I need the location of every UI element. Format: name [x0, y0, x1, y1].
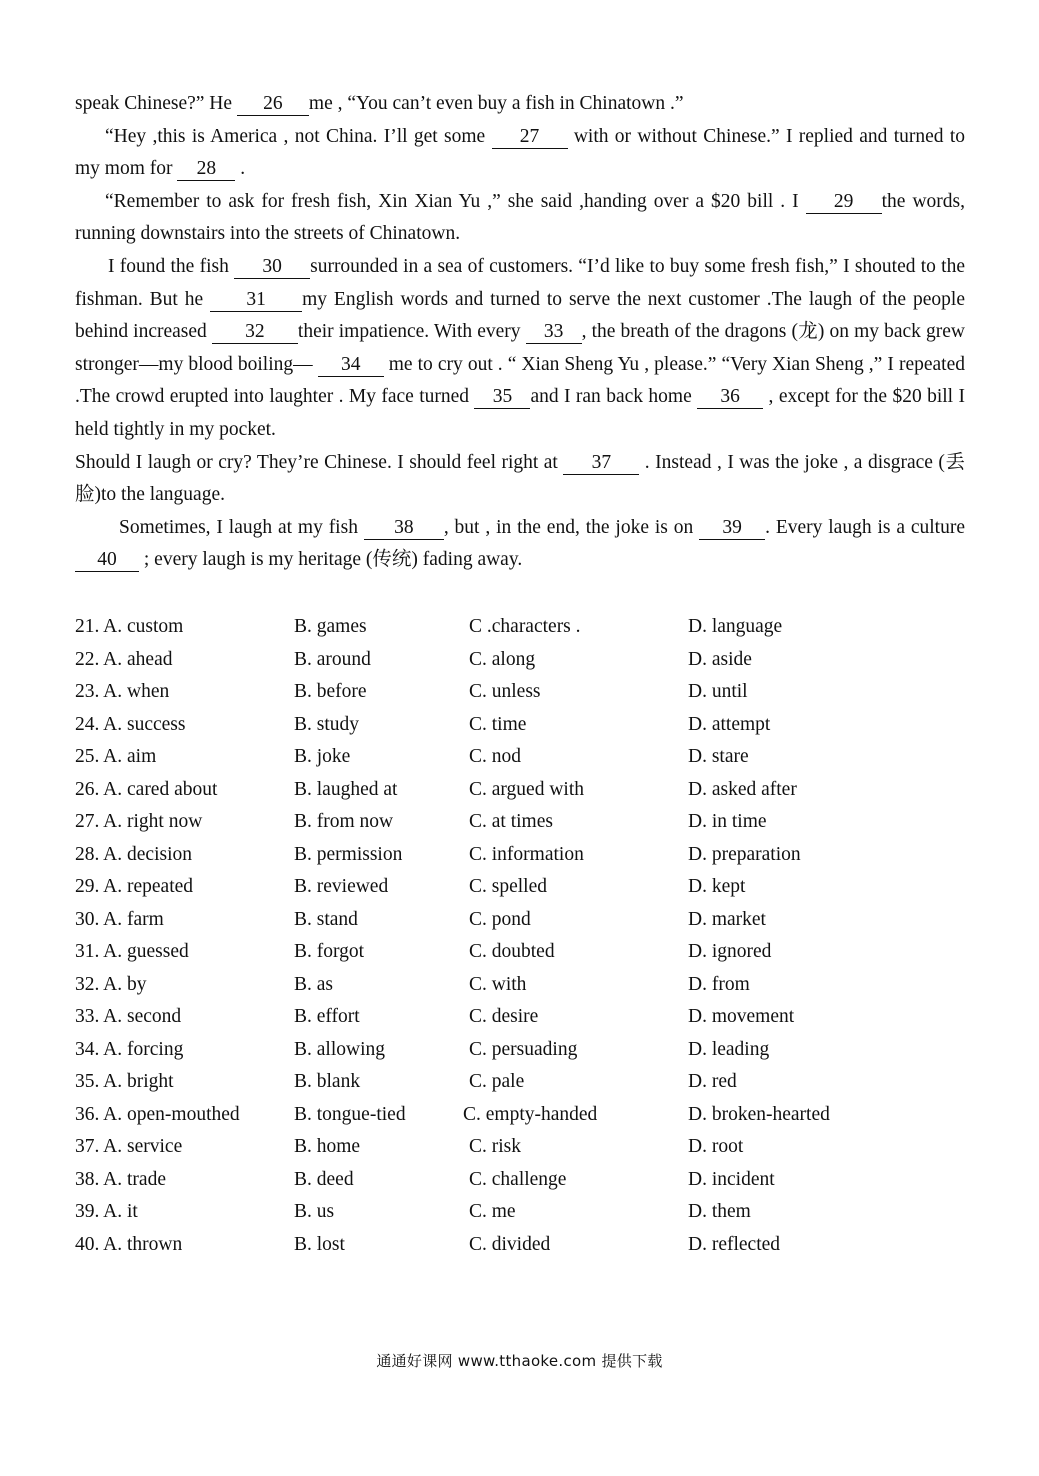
- option-d: D. asked after: [688, 778, 797, 800]
- passage-text: ; every laugh is my heritage (传统) fading away.: [139, 549, 523, 571]
- option-b: B. reviewed: [294, 876, 389, 897]
- option-row: [75, 1001, 975, 1034]
- blank-35: 35: [474, 386, 530, 409]
- passage-text: . Instead , I was the joke , a disgrace (丢脸)to the language.: [75, 451, 965, 506]
- passage-text: Should I laugh or cry? They’re Chinese. I should feel right at: [75, 451, 564, 473]
- option-c: C. doubted: [469, 941, 555, 962]
- option-b: B. permission: [294, 843, 403, 865]
- passage-text: , but , in the end, the joke is on: [443, 516, 700, 538]
- option-b: B. deed: [294, 1168, 354, 1190]
- question-option-a: 24. A. success: [75, 713, 186, 735]
- option-d: D. kept: [688, 876, 746, 897]
- option-b: B. from now: [294, 811, 394, 832]
- option-b: B. study: [294, 713, 360, 735]
- question-option-a: 27. A. right now: [75, 811, 203, 832]
- passage-text: their impatience. With every: [297, 321, 526, 343]
- question-option-a: 21. A. custom: [75, 616, 184, 637]
- passage-text: my English words and turned to serve the next customer .The laugh of the people behind increased: [75, 288, 965, 343]
- option-row: [75, 904, 975, 937]
- option-c: C. divided: [469, 1233, 551, 1255]
- option-d: D. ignored: [688, 941, 772, 962]
- option-b: B. us: [294, 1201, 335, 1222]
- option-d: D. broken-hearted: [688, 1103, 830, 1125]
- question-option-a: 40. A. thrown: [75, 1233, 183, 1255]
- option-b: B. games: [294, 616, 367, 637]
- option-c: C .characters .: [469, 616, 581, 637]
- option-b: B. around: [294, 648, 371, 670]
- option-row: [75, 969, 975, 1002]
- option-c: C. spelled: [469, 876, 547, 897]
- passage-text: me to cry out . “ Xian Sheng Yu , please.” “Very Xian Sheng ,” I repeated .The crowd erupted into laughter . My face turned: [75, 353, 965, 408]
- option-b: B. stand: [294, 908, 358, 930]
- option-d: D. language: [688, 616, 783, 637]
- passage-text: I found the fish: [108, 255, 235, 277]
- option-c: C. unless: [469, 681, 541, 702]
- option-d: D. from: [688, 973, 750, 995]
- blank-39: 39: [699, 517, 765, 540]
- passage-text: .: [235, 158, 246, 180]
- option-row: [75, 936, 975, 969]
- passage-text: Sometimes, I laugh at my fish: [119, 516, 364, 538]
- option-c: C. desire: [469, 1006, 539, 1027]
- option-row: [75, 1099, 975, 1132]
- blank-40: 40: [75, 549, 139, 572]
- option-c: C. challenge: [469, 1168, 567, 1190]
- option-row: [75, 806, 975, 839]
- option-d: D. reflected: [688, 1233, 781, 1255]
- option-c: C. time: [469, 713, 527, 735]
- blank-31: 31: [210, 289, 302, 312]
- option-b: B. home: [294, 1136, 361, 1157]
- option-row: [75, 741, 975, 774]
- option-b: B. before: [294, 681, 367, 702]
- question-option-a: 35. A. bright: [75, 1071, 174, 1092]
- option-row: [75, 1034, 975, 1067]
- option-row: [75, 839, 975, 872]
- option-c: C. at times: [469, 811, 553, 832]
- passage-paragraph-2: [75, 121, 965, 186]
- option-b: B. allowing: [294, 1038, 385, 1060]
- option-c: C. pond: [469, 908, 531, 930]
- blank-37: 37: [563, 452, 639, 475]
- option-d: D. incident: [688, 1168, 775, 1190]
- question-option-a: 22. A. ahead: [75, 648, 173, 670]
- passage-text: the words, running downstairs into the streets of Chinatown.: [75, 190, 965, 245]
- option-c: C. me: [469, 1201, 516, 1222]
- blank-28: 28: [177, 158, 235, 181]
- blank-29: 29: [806, 191, 882, 214]
- blank-34: 34: [318, 354, 384, 377]
- option-c: C. with: [469, 973, 527, 995]
- option-row: [75, 1164, 975, 1197]
- question-option-a: 32. A. by: [75, 973, 147, 995]
- blank-38: 38: [364, 517, 444, 540]
- option-d: D. them: [688, 1201, 751, 1222]
- option-d: D. leading: [688, 1038, 770, 1060]
- question-option-a: 30. A. farm: [75, 908, 164, 930]
- option-row: [75, 871, 975, 904]
- option-b: B. forgot: [294, 941, 365, 962]
- question-option-a: 28. A. decision: [75, 843, 192, 865]
- option-d: D. aside: [688, 648, 752, 670]
- passage-text: “Remember to ask for fresh fish, Xin Xian Yu ,” she said ,handing over a $20 bill . I: [105, 190, 806, 212]
- blank-36: 36: [697, 386, 763, 409]
- option-row: [75, 709, 975, 742]
- option-c: C. risk: [469, 1136, 522, 1157]
- option-c: C. argued with: [469, 778, 585, 800]
- option-c: C. empty-handed: [463, 1103, 598, 1125]
- passage-paragraph-4: [75, 251, 965, 447]
- question-option-a: 23. A. when: [75, 681, 170, 702]
- option-row: [75, 611, 975, 644]
- passage-text: . Every laugh is a culture: [765, 516, 965, 538]
- blank-32: 32: [212, 321, 298, 344]
- question-option-a: 33. A. second: [75, 1006, 182, 1027]
- question-option-a: 36. A. open-mouthed: [75, 1103, 240, 1125]
- question-option-a: 25. A. aim: [75, 746, 157, 767]
- option-b: B. tongue-tied: [294, 1103, 406, 1125]
- passage-text: surrounded in a sea of customers. “I’d like to buy some fresh fish,” I shouted to the fishman. But he: [75, 255, 966, 310]
- option-d: D. movement: [688, 1006, 795, 1027]
- option-d: D. until: [688, 681, 748, 702]
- option-c: C. information: [469, 843, 584, 865]
- question-option-a: 38. A. trade: [75, 1168, 166, 1190]
- passage-paragraph-3: [75, 186, 965, 251]
- passage-text: with or without Chinese.” I replied and turned to my mom for: [75, 125, 965, 180]
- option-d: D. market: [688, 908, 766, 930]
- passage-paragraph-5: [75, 447, 965, 512]
- option-d: D. in time: [688, 811, 767, 832]
- option-b: B. lost: [294, 1233, 345, 1255]
- option-d: D. preparation: [688, 843, 801, 865]
- option-c: C. persuading: [469, 1038, 578, 1060]
- option-b: B. blank: [294, 1071, 361, 1092]
- question-option-a: 37. A. service: [75, 1136, 183, 1157]
- option-d: D. root: [688, 1136, 744, 1157]
- passage-paragraph-6: [75, 512, 965, 577]
- option-row: [75, 644, 975, 677]
- question-option-a: 39. A. it: [75, 1201, 138, 1222]
- option-b: B. effort: [294, 1006, 360, 1027]
- blank-30: 30: [234, 256, 310, 279]
- option-b: B. laughed at: [294, 778, 398, 800]
- blank-33: 33: [526, 321, 582, 344]
- question-option-a: 29. A. repeated: [75, 876, 194, 897]
- passage-paragraph-1: [75, 88, 965, 121]
- option-row: [75, 1131, 975, 1164]
- option-b: B. as: [294, 973, 333, 995]
- option-row: [75, 1066, 975, 1099]
- page-footer: 通通好课网 www.tthaoke.com 提供下载: [376, 1352, 663, 1370]
- option-b: B. joke: [294, 746, 351, 767]
- passage-text: me , “You can’t even buy a fish in Chinatown .”: [308, 93, 684, 114]
- option-d: D. stare: [688, 746, 749, 767]
- question-option-a: 31. A. guessed: [75, 941, 189, 962]
- passage-text: , except for the $20 bill I held tightly in my pocket.: [75, 386, 965, 440]
- option-c: C. nod: [469, 746, 522, 767]
- passage-text: , the breath of the dragons (龙) on my back grew stronger—my blood boiling—: [75, 321, 966, 375]
- option-row: [75, 1196, 975, 1229]
- option-row: [75, 1229, 975, 1262]
- option-row: [75, 774, 975, 807]
- option-d: D. red: [688, 1071, 737, 1092]
- passage-text: “Hey ,this is America , not China. I’ll get some: [105, 125, 492, 147]
- cloze-passage: [75, 88, 965, 577]
- option-c: C. along: [469, 648, 536, 670]
- blank-26: 26: [237, 93, 309, 116]
- blank-27: 27: [492, 126, 568, 149]
- option-row: [75, 676, 975, 709]
- answer-options: [75, 611, 975, 1261]
- question-option-a: 26. A. cared about: [75, 778, 218, 800]
- question-option-a: 34. A. forcing: [75, 1038, 184, 1060]
- passage-text: speak Chinese?” He: [75, 93, 237, 114]
- option-d: D. attempt: [688, 713, 771, 735]
- option-c: C. pale: [469, 1071, 525, 1092]
- passage-text: and I ran back home: [530, 386, 698, 408]
